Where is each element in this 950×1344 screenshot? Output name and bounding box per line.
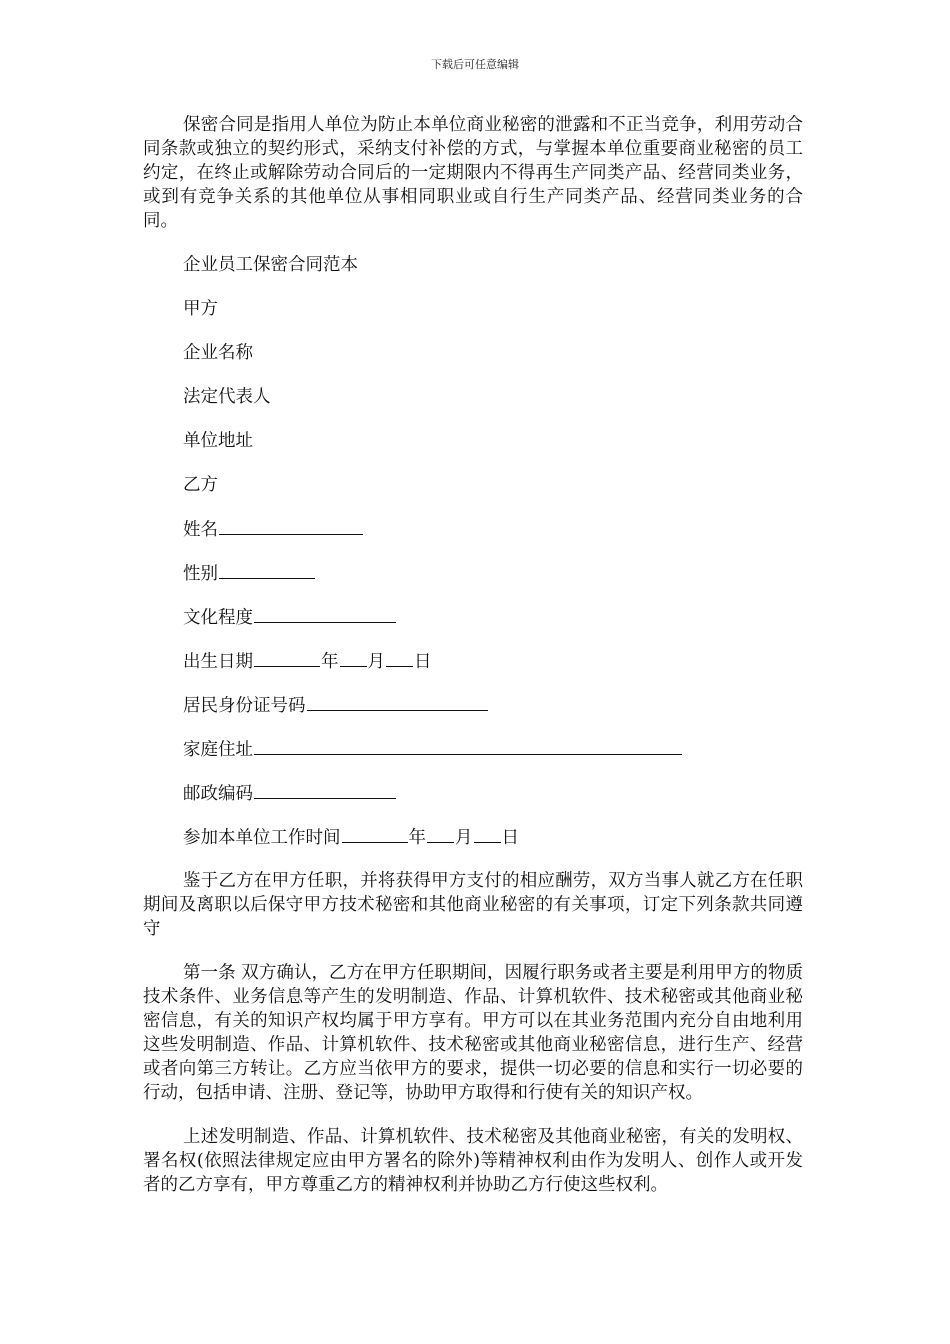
gender-field (143, 561, 803, 585)
birth-date-label: 出生日期 (183, 652, 253, 672)
name-blank[interactable] (219, 517, 363, 535)
company-name-label: 企业名称 (183, 343, 253, 363)
article-1-paragraph: 第一条 双方确认，乙方在甲方任职期间，因履行职务或者主要是利用甲方的物质技术条件、业务信息等产生的发明制造、作品、计算机软件、技术秘密或其他商业秘密信息，有关的知识产权均属于甲方享有。甲方可以在其业务范围内充分自由地利用这些发明制造、作品、计算机软件、技术秘密或其他商业秘密信息，进行生产、经营或者向第三方转让。乙方应当依甲方的要求，提供一切必要的信息和实行一切必要的行动，包括申请、注册、登记等，协助甲方取得和行使有关的知识产权。 (143, 963, 803, 1103)
month-unit: 月 (367, 652, 385, 672)
company-address-label: 单位地址 (183, 431, 253, 451)
day-unit: 日 (501, 828, 519, 848)
gender-label: 性别 (183, 564, 218, 584)
party-a-label: 甲方 (183, 299, 218, 319)
name-field (143, 517, 803, 541)
party-b-label: 乙方 (183, 475, 218, 495)
legal-rep-label: 法定代表人 (183, 387, 271, 407)
postal-code-blank[interactable] (254, 781, 396, 799)
education-field (143, 605, 803, 629)
id-number-field (143, 693, 803, 717)
preamble-paragraph: 鉴于乙方在甲方任职，并将获得甲方支付的相应酬劳，双方当事人就乙方在任职期间及离职以后保守甲方技术秘密和其他商业秘密的有关事项，订定下列条款共同遵守 (143, 871, 803, 939)
home-address-blank[interactable] (254, 737, 682, 755)
join-year-blank[interactable] (342, 825, 408, 843)
day-unit: 日 (414, 652, 432, 672)
birth-year-blank[interactable] (254, 649, 320, 667)
year-unit: 年 (321, 652, 339, 672)
year-unit: 年 (408, 828, 426, 848)
document-title: 企业员工保密合同范本 (183, 255, 358, 275)
home-address-label: 家庭住址 (183, 740, 253, 760)
join-month-blank[interactable] (427, 825, 454, 843)
id-number-blank[interactable] (307, 693, 488, 711)
join-day-blank[interactable] (474, 825, 501, 843)
document-body (143, 113, 803, 1197)
birth-date-field (143, 649, 803, 673)
id-number-label: 居民身份证号码 (183, 696, 306, 716)
article-1-continuation: 上述发明制造、作品、计算机软件、技术秘密及其他商业秘密，有关的发明权、署名权(依照法律规定应由甲方署名的除外)等精神权利由作为发明人、创作人或开发者的乙方享有，甲方尊重乙方的精神权利并协助乙方行使这些权利。 (143, 1127, 803, 1195)
name-label: 姓名 (183, 520, 218, 540)
join-date-field (143, 825, 803, 849)
postal-code-label: 邮政编码 (183, 784, 253, 804)
intro-paragraph: 保密合同是指用人单位为防止本单位商业秘密的泄露和不正当竞争，利用劳动合同条款或独立的契约形式，采纳支付补偿的方式，与掌握本单位重要商业秘密的员工约定，在终止或解除劳动合同后的一定期限内不得再生产同类产品、经营同类业务，或到有竞争关系的其他单位从事相同职业或自行生产同类产品、经营同类业务的合同。 (143, 115, 803, 231)
join-date-label: 参加本单位工作时间 (183, 828, 341, 848)
education-blank[interactable] (254, 605, 396, 623)
gender-blank[interactable] (219, 561, 315, 579)
postal-code-field (143, 781, 803, 805)
month-unit: 月 (455, 828, 473, 848)
birth-day-blank[interactable] (386, 649, 413, 667)
home-address-field (143, 737, 803, 761)
birth-month-blank[interactable] (340, 649, 367, 667)
header-note: 下载后可任意编辑 (431, 58, 519, 71)
education-label: 文化程度 (183, 608, 253, 628)
